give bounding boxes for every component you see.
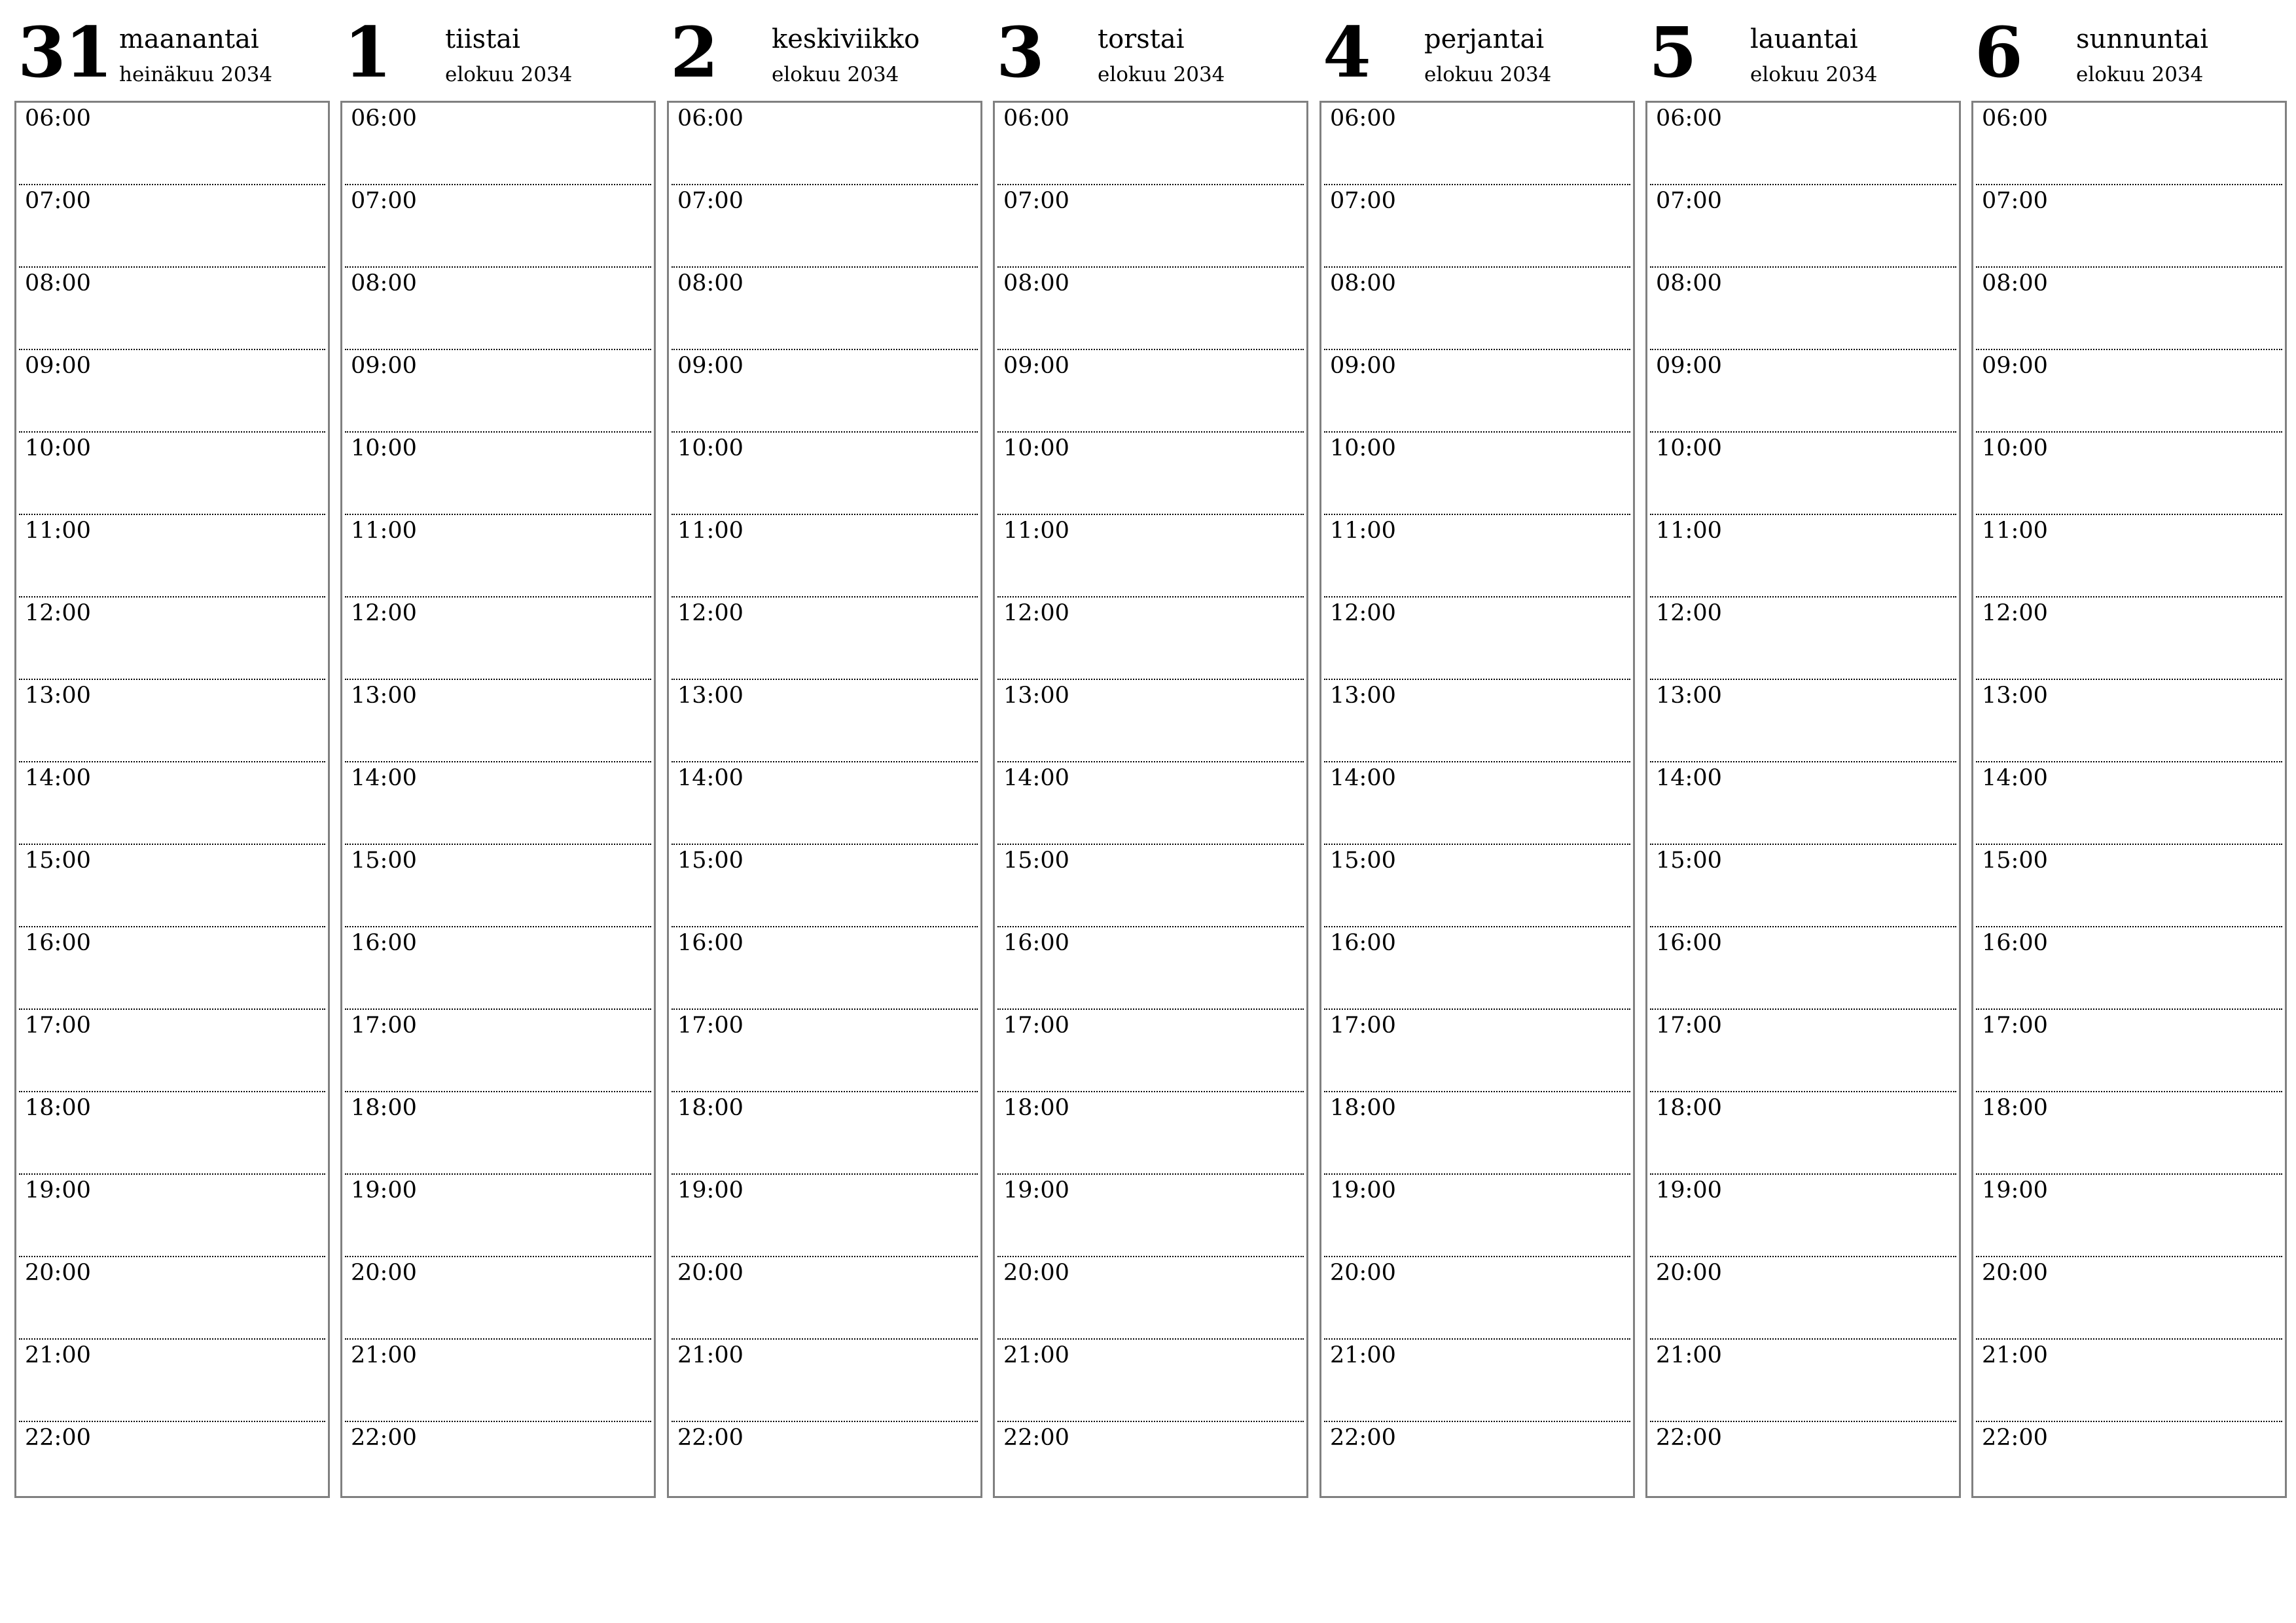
time-slot-label: 22:00	[1003, 1425, 1069, 1451]
day-column-wednesday	[667, 0, 981, 1505]
day-column-tuesday	[340, 0, 655, 1505]
month-year: elokuu 2034	[445, 63, 573, 86]
time-slot-label: 12:00	[1656, 600, 1722, 626]
time-slot	[1976, 927, 2282, 1010]
time-slot-label: 19:00	[25, 1177, 91, 1204]
time-slot	[345, 1340, 651, 1422]
day-schedule-box	[1645, 101, 1961, 1498]
day-schedule-box	[1971, 101, 2287, 1498]
time-slot	[672, 680, 978, 762]
time-slot-label: 08:00	[1656, 270, 1722, 296]
time-slot	[997, 762, 1304, 845]
time-slot	[997, 350, 1304, 433]
time-slot-label: 17:00	[25, 1012, 91, 1039]
time-slot	[1650, 927, 1956, 1010]
time-slot	[19, 1175, 325, 1257]
time-slot	[1324, 597, 1630, 680]
weekday-name: tiistai	[445, 24, 520, 54]
time-slot-label: 20:00	[677, 1260, 744, 1286]
time-slot	[997, 103, 1304, 185]
time-slot-label: 13:00	[1003, 683, 1069, 709]
time-slot	[19, 1340, 325, 1422]
time-slot-label: 15:00	[1656, 847, 1722, 874]
time-slot	[1650, 350, 1956, 433]
time-slot	[1324, 1257, 1630, 1340]
time-slot	[345, 927, 651, 1010]
time-slot-label: 16:00	[351, 930, 417, 956]
time-slot-label: 15:00	[1330, 847, 1396, 874]
day-header	[993, 0, 1307, 98]
time-slot-label: 22:00	[1982, 1425, 2048, 1451]
time-slot	[19, 268, 325, 350]
time-slot	[345, 515, 651, 597]
time-slot	[672, 185, 978, 268]
time-slot	[345, 1422, 651, 1503]
time-slot	[19, 597, 325, 680]
time-slot	[1976, 680, 2282, 762]
time-slot	[1324, 1175, 1630, 1257]
time-slot	[1650, 1257, 1956, 1340]
time-slot-label: 22:00	[677, 1425, 744, 1451]
time-slot-label: 10:00	[351, 435, 417, 461]
day-header	[1971, 0, 2286, 98]
time-slot-label: 09:00	[1330, 353, 1396, 379]
time-slot	[997, 597, 1304, 680]
time-slot	[672, 1422, 978, 1503]
time-slot	[997, 1340, 1304, 1422]
time-slot-label: 21:00	[351, 1342, 417, 1368]
time-slot	[1650, 680, 1956, 762]
time-slot-label: 13:00	[1982, 683, 2048, 709]
day-schedule-box	[340, 101, 656, 1498]
time-slot-label: 14:00	[25, 765, 91, 791]
weekday-name: lauantai	[1750, 24, 1858, 54]
month-year: elokuu 2034	[1750, 63, 1878, 86]
time-slot-label: 21:00	[1003, 1342, 1069, 1368]
day-header	[340, 0, 655, 98]
time-slot	[997, 515, 1304, 597]
time-slot-label: 14:00	[351, 765, 417, 791]
month-year: elokuu 2034	[1098, 63, 1225, 86]
time-slot-label: 16:00	[677, 930, 744, 956]
time-slot	[1976, 1257, 2282, 1340]
day-column-monday	[14, 0, 329, 1505]
day-number: 6	[1975, 11, 2022, 93]
time-slot-label: 12:00	[25, 600, 91, 626]
time-slot	[345, 680, 651, 762]
day-schedule-box	[14, 101, 330, 1498]
time-slot-label: 15:00	[677, 847, 744, 874]
time-slot-label: 09:00	[1656, 353, 1722, 379]
day-number: 1	[344, 11, 391, 93]
time-slot	[997, 185, 1304, 268]
time-slot-label: 21:00	[1656, 1342, 1722, 1368]
time-slot	[345, 433, 651, 515]
time-slot-label: 10:00	[1656, 435, 1722, 461]
time-slot-label: 09:00	[25, 353, 91, 379]
time-slot	[19, 350, 325, 433]
time-slot-label: 14:00	[1656, 765, 1722, 791]
day-schedule-box	[1319, 101, 1635, 1498]
time-slot-label: 20:00	[1982, 1260, 2048, 1286]
day-column-saturday	[1645, 0, 1960, 1505]
time-slot-label: 18:00	[1982, 1095, 2048, 1121]
time-slot-label: 15:00	[25, 847, 91, 874]
time-slot	[1650, 845, 1956, 927]
time-slot-label: 12:00	[1330, 600, 1396, 626]
time-slot	[345, 185, 651, 268]
month-year: elokuu 2034	[1424, 63, 1552, 86]
time-slot-label: 14:00	[1330, 765, 1396, 791]
time-slot	[345, 1175, 651, 1257]
time-slot-label: 06:00	[1656, 105, 1722, 132]
time-slot	[997, 927, 1304, 1010]
time-slot	[1976, 1340, 2282, 1422]
time-slot-label: 20:00	[1656, 1260, 1722, 1286]
time-slot-label: 12:00	[677, 600, 744, 626]
day-column-friday	[1319, 0, 1634, 1505]
time-slot	[672, 268, 978, 350]
time-slot-label: 19:00	[1003, 1177, 1069, 1204]
time-slot	[997, 268, 1304, 350]
time-slot-label: 18:00	[1330, 1095, 1396, 1121]
day-number: 31	[18, 11, 112, 93]
time-slot-label: 10:00	[25, 435, 91, 461]
time-slot-label: 06:00	[1330, 105, 1396, 132]
day-schedule-box	[667, 101, 982, 1498]
time-slot	[997, 1092, 1304, 1175]
time-slot	[672, 597, 978, 680]
time-slot-label: 08:00	[25, 270, 91, 296]
time-slot-label: 07:00	[1656, 188, 1722, 214]
time-slot-label: 06:00	[677, 105, 744, 132]
time-slot-label: 11:00	[1982, 518, 2048, 544]
time-slot-label: 20:00	[1003, 1260, 1069, 1286]
time-slot	[1976, 1092, 2282, 1175]
time-slot-label: 22:00	[351, 1425, 417, 1451]
time-slot	[672, 350, 978, 433]
time-slot-label: 06:00	[25, 105, 91, 132]
time-slot-label: 08:00	[1330, 270, 1396, 296]
time-slot-label: 12:00	[1003, 600, 1069, 626]
time-slot	[19, 433, 325, 515]
time-slot	[1976, 845, 2282, 927]
time-slot-label: 10:00	[1003, 435, 1069, 461]
time-slot-label: 17:00	[677, 1012, 744, 1039]
time-slot-label: 16:00	[1003, 930, 1069, 956]
time-slot-label: 16:00	[1330, 930, 1396, 956]
time-slot-label: 15:00	[1003, 847, 1069, 874]
time-slot	[19, 1422, 325, 1503]
time-slot-label: 08:00	[351, 270, 417, 296]
weekday-name: torstai	[1098, 24, 1185, 54]
time-slot	[345, 762, 651, 845]
time-slot-label: 21:00	[1330, 1342, 1396, 1368]
time-slot	[1324, 103, 1630, 185]
month-year: elokuu 2034	[2076, 63, 2204, 86]
time-slot-label: 19:00	[351, 1177, 417, 1204]
time-slot	[19, 1257, 325, 1340]
time-slot-label: 22:00	[1656, 1425, 1722, 1451]
time-slot	[672, 515, 978, 597]
time-slot	[1976, 1422, 2282, 1503]
time-slot	[1650, 433, 1956, 515]
time-slot-label: 17:00	[1330, 1012, 1396, 1039]
time-slot-label: 18:00	[1656, 1095, 1722, 1121]
time-slot-label: 16:00	[25, 930, 91, 956]
time-slot-label: 17:00	[1656, 1012, 1722, 1039]
time-slot	[1324, 1422, 1630, 1503]
time-slot-label: 15:00	[351, 847, 417, 874]
time-slot	[1650, 1422, 1956, 1503]
time-slot-label: 11:00	[677, 518, 744, 544]
day-column-thursday	[993, 0, 1307, 1505]
time-slot-label: 16:00	[1982, 930, 2048, 956]
time-slot-label: 11:00	[1330, 518, 1396, 544]
day-number: 3	[996, 11, 1043, 93]
month-year: heinäkuu 2034	[119, 63, 273, 86]
time-slot	[1324, 515, 1630, 597]
time-slot	[997, 1010, 1304, 1092]
time-slot	[19, 680, 325, 762]
time-slot-label: 17:00	[1982, 1012, 2048, 1039]
time-slot-label: 19:00	[1656, 1177, 1722, 1204]
time-slot-label: 18:00	[25, 1095, 91, 1121]
time-slot-label: 19:00	[1330, 1177, 1396, 1204]
time-slot	[672, 845, 978, 927]
time-slot-label: 06:00	[1982, 105, 2048, 132]
time-slot	[1650, 185, 1956, 268]
time-slot-label: 22:00	[1330, 1425, 1396, 1451]
time-slot-label: 08:00	[1982, 270, 2048, 296]
time-slot	[19, 762, 325, 845]
time-slot-label: 06:00	[1003, 105, 1069, 132]
time-slot	[672, 1092, 978, 1175]
time-slot-label: 09:00	[1982, 353, 2048, 379]
time-slot-label: 07:00	[25, 188, 91, 214]
time-slot-label: 10:00	[1330, 435, 1396, 461]
time-slot-label: 10:00	[1982, 435, 2048, 461]
time-slot	[997, 1175, 1304, 1257]
time-slot	[1650, 1340, 1956, 1422]
time-slot	[672, 1010, 978, 1092]
time-slot	[19, 185, 325, 268]
time-slot-label: 18:00	[1003, 1095, 1069, 1121]
day-header	[1645, 0, 1960, 98]
day-header	[14, 0, 329, 98]
time-slot-label: 19:00	[677, 1177, 744, 1204]
time-slot	[997, 680, 1304, 762]
time-slot	[345, 1010, 651, 1092]
time-slot	[1976, 103, 2282, 185]
time-slot	[672, 1175, 978, 1257]
time-slot-label: 06:00	[351, 105, 417, 132]
time-slot	[1324, 845, 1630, 927]
month-year: elokuu 2034	[772, 63, 899, 86]
time-slot	[19, 845, 325, 927]
time-slot-label: 11:00	[25, 518, 91, 544]
time-slot-label: 07:00	[351, 188, 417, 214]
time-slot-label: 20:00	[351, 1260, 417, 1286]
time-slot-label: 13:00	[351, 683, 417, 709]
day-number: 2	[670, 11, 717, 93]
time-slot-label: 20:00	[1330, 1260, 1396, 1286]
weekday-name: perjantai	[1424, 24, 1545, 54]
time-slot	[345, 1092, 651, 1175]
time-slot-label: 14:00	[1003, 765, 1069, 791]
time-slot	[1324, 927, 1630, 1010]
time-slot	[672, 1340, 978, 1422]
time-slot-label: 19:00	[1982, 1177, 2048, 1204]
time-slot	[1324, 185, 1630, 268]
time-slot	[1650, 103, 1956, 185]
time-slot-label: 07:00	[1003, 188, 1069, 214]
day-header	[667, 0, 981, 98]
time-slot	[1650, 597, 1956, 680]
time-slot	[1324, 350, 1630, 433]
time-slot-label: 13:00	[1656, 683, 1722, 709]
time-slot	[1976, 268, 2282, 350]
time-slot-label: 18:00	[677, 1095, 744, 1121]
time-slot	[1976, 597, 2282, 680]
time-slot	[1650, 1092, 1956, 1175]
time-slot	[997, 845, 1304, 927]
time-slot	[997, 1257, 1304, 1340]
time-slot-label: 07:00	[1982, 188, 2048, 214]
time-slot-label: 22:00	[25, 1425, 91, 1451]
time-slot	[1976, 762, 2282, 845]
time-slot-label: 13:00	[677, 683, 744, 709]
time-slot-label: 09:00	[1003, 353, 1069, 379]
time-slot	[345, 103, 651, 185]
time-slot	[345, 597, 651, 680]
time-slot	[345, 845, 651, 927]
time-slot-label: 13:00	[25, 683, 91, 709]
time-slot	[1650, 762, 1956, 845]
time-slot-label: 12:00	[351, 600, 417, 626]
time-slot	[672, 103, 978, 185]
time-slot	[997, 433, 1304, 515]
time-slot	[345, 1257, 651, 1340]
time-slot	[1650, 515, 1956, 597]
time-slot-label: 14:00	[1982, 765, 2048, 791]
time-slot-label: 10:00	[677, 435, 744, 461]
time-slot	[672, 927, 978, 1010]
time-slot	[1324, 762, 1630, 845]
time-slot	[1976, 185, 2282, 268]
time-slot	[345, 268, 651, 350]
time-slot	[1324, 680, 1630, 762]
time-slot	[1976, 1010, 2282, 1092]
time-slot	[672, 433, 978, 515]
time-slot-label: 16:00	[1656, 930, 1722, 956]
time-slot-label: 17:00	[1003, 1012, 1069, 1039]
time-slot-label: 11:00	[1656, 518, 1722, 544]
time-slot-label: 21:00	[1982, 1342, 2048, 1368]
time-slot-label: 15:00	[1982, 847, 2048, 874]
day-schedule-box	[993, 101, 1308, 1498]
time-slot-label: 07:00	[1330, 188, 1396, 214]
time-slot	[1324, 1340, 1630, 1422]
time-slot-label: 09:00	[677, 353, 744, 379]
day-column-sunday	[1971, 0, 2286, 1505]
time-slot-label: 12:00	[1982, 600, 2048, 626]
time-slot	[19, 103, 325, 185]
time-slot	[672, 1257, 978, 1340]
weekday-name: keskiviikko	[772, 24, 920, 54]
time-slot	[1976, 433, 2282, 515]
weekday-name: sunnuntai	[2076, 24, 2209, 54]
time-slot	[1976, 515, 2282, 597]
day-number: 5	[1649, 11, 1696, 93]
time-slot	[1324, 268, 1630, 350]
time-slot	[19, 515, 325, 597]
time-slot	[1324, 433, 1630, 515]
time-slot-label: 11:00	[1003, 518, 1069, 544]
time-slot	[19, 927, 325, 1010]
time-slot-label: 18:00	[351, 1095, 417, 1121]
day-number: 4	[1323, 11, 1370, 93]
time-slot	[19, 1010, 325, 1092]
time-slot-label: 11:00	[351, 518, 417, 544]
time-slot	[1650, 268, 1956, 350]
time-slot-label: 20:00	[25, 1260, 91, 1286]
time-slot	[1324, 1010, 1630, 1092]
time-slot	[1650, 1010, 1956, 1092]
weekday-name: maanantai	[119, 24, 259, 54]
time-slot	[19, 1092, 325, 1175]
time-slot	[997, 1422, 1304, 1503]
time-slot	[345, 350, 651, 433]
time-slot-label: 17:00	[351, 1012, 417, 1039]
time-slot	[1650, 1175, 1956, 1257]
time-slot-label: 08:00	[1003, 270, 1069, 296]
time-slot-label: 07:00	[677, 188, 744, 214]
time-slot-label: 14:00	[677, 765, 744, 791]
time-slot-label: 08:00	[677, 270, 744, 296]
day-header	[1319, 0, 1634, 98]
time-slot-label: 09:00	[351, 353, 417, 379]
time-slot-label: 21:00	[25, 1342, 91, 1368]
time-slot-label: 13:00	[1330, 683, 1396, 709]
time-slot	[1324, 1092, 1630, 1175]
time-slot	[1976, 1175, 2282, 1257]
time-slot-label: 21:00	[677, 1342, 744, 1368]
time-slot	[672, 762, 978, 845]
time-slot	[1976, 350, 2282, 433]
